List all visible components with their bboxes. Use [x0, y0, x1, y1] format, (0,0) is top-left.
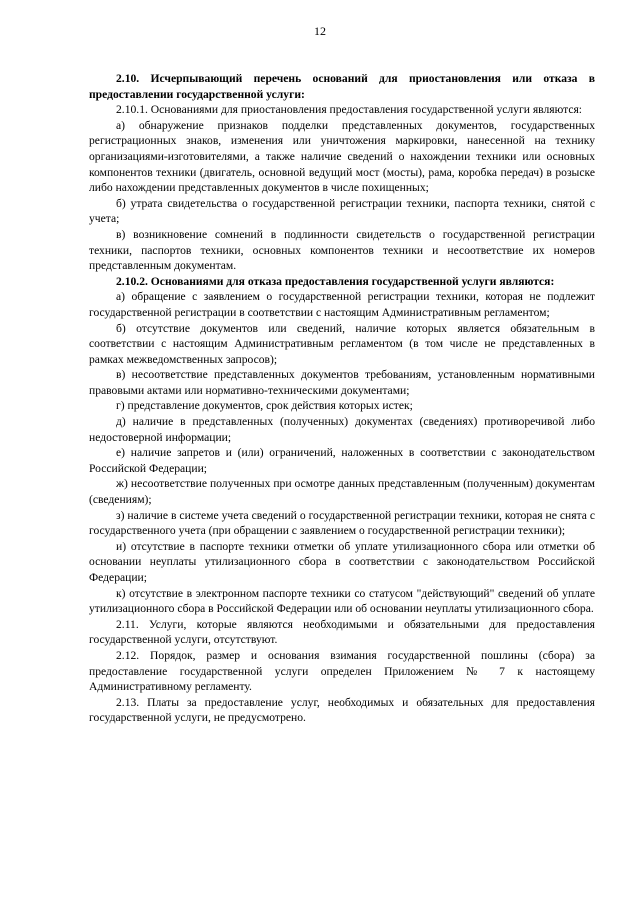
refusal-ground-v: в) несоответствие представленных документов требованиям, установленным нормативными правовыми актами или нормативно-техническими документами; [89, 368, 595, 397]
refusal-ground-g: г) представление документов, срок действия которых истек; [116, 399, 413, 413]
suspension-ground-b: б) утрата свидетельства о государственной регистрации техники, паспорта техники, снятой с учета; [89, 196, 595, 226]
section-2-10-heading: 2.10. Исчерпывающий перечень оснований для приостановления или отказа в предоставлении государственной услуги: [89, 72, 595, 101]
refusal-ground-d: д) наличие в представленных (полученных) документах (сведениях) противоречивой либо недостоверной информации; [89, 415, 595, 444]
refusal-ground-b: б) отсутствие документов или сведений, наличие которых является обязательным в соответствии с настоящим Административным регламентом (в том числе не представленных в рамках межведомственных запросов); [89, 321, 595, 366]
refusal-ground-k: к) отсутствие в электронном паспорте техники со статусом "действующий" сведений об уплате утилизационного сбора в Российской Федерации или об основании неуплаты утилизационного сбора. [89, 586, 595, 616]
page-number: 12 [314, 24, 326, 38]
section-2-10-1-intro: 2.10.1. Основаниями для приостановления предоставления государственной услуги являются: [116, 103, 583, 117]
refusal-ground-zh: ж) несоответствие полученных при осмотре данных представленным (полученным) документам (сведениям); [89, 477, 595, 507]
suspension-ground-v: в) возникновение сомнений в подлинности свидетельств о государственной регистрации техники, паспортов техники, основных компонентов техники и несоответствие их номеров представленным документам. [89, 227, 595, 273]
section-2-10-2-intro: 2.10.2. Основаниями для отказа предоставления государственной услуги являются: [116, 274, 555, 288]
section-2-11: 2.11. Услуги, которые являются необходимыми и обязательными для предоставления государственной услуги, отсутствуют. [89, 617, 595, 647]
document-body [89, 71, 595, 726]
refusal-ground-e: е) наличие запретов и (или) ограничений, наложенных в соответствии с законодательством Российской Федерации; [89, 446, 595, 475]
section-2-12: 2.12. Порядок, размер и основания взимания государственной пошлины (сбора) за предоставление государственной услуги определен Приложением № 7 к настоящему Административному регламенту. [89, 648, 595, 694]
refusal-ground-i: и) отсутствие в паспорте техники отметки об уплате утилизационного сбора или отметки об основании неуплаты утилизационного сбора в соответствии с законодательством Российской Федерации; [89, 539, 595, 584]
suspension-ground-a: а) обнаружение признаков подделки представленных документов, государственных регистрационных знаков, изменения или уничтожения маркировки, нанесенной на технику организациями-изготовителями, а также наличие сведений о нахождении техники или основных компонентов техники (двигатель, основной ведущий мост (мосты), рама, коробка передач) в розыске либо нахождении представленных документов в числе похищенных; [89, 118, 595, 195]
refusal-ground-a: а) обращение с заявлением о государственной регистрации техники, которая не подлежит государственной регистрации в соответствии с настоящим Административным регламентом; [89, 290, 595, 319]
section-2-13: 2.13. Платы за предоставление услуг, необходимых и обязательных для предоставления государственной услуги, не предусмотрено. [89, 695, 595, 725]
refusal-ground-z: з) наличие в системе учета сведений о государственной регистрации техники, которая не снята с государственного учета (при обращении с заявлением о государственной регистрации техники); [89, 508, 595, 538]
